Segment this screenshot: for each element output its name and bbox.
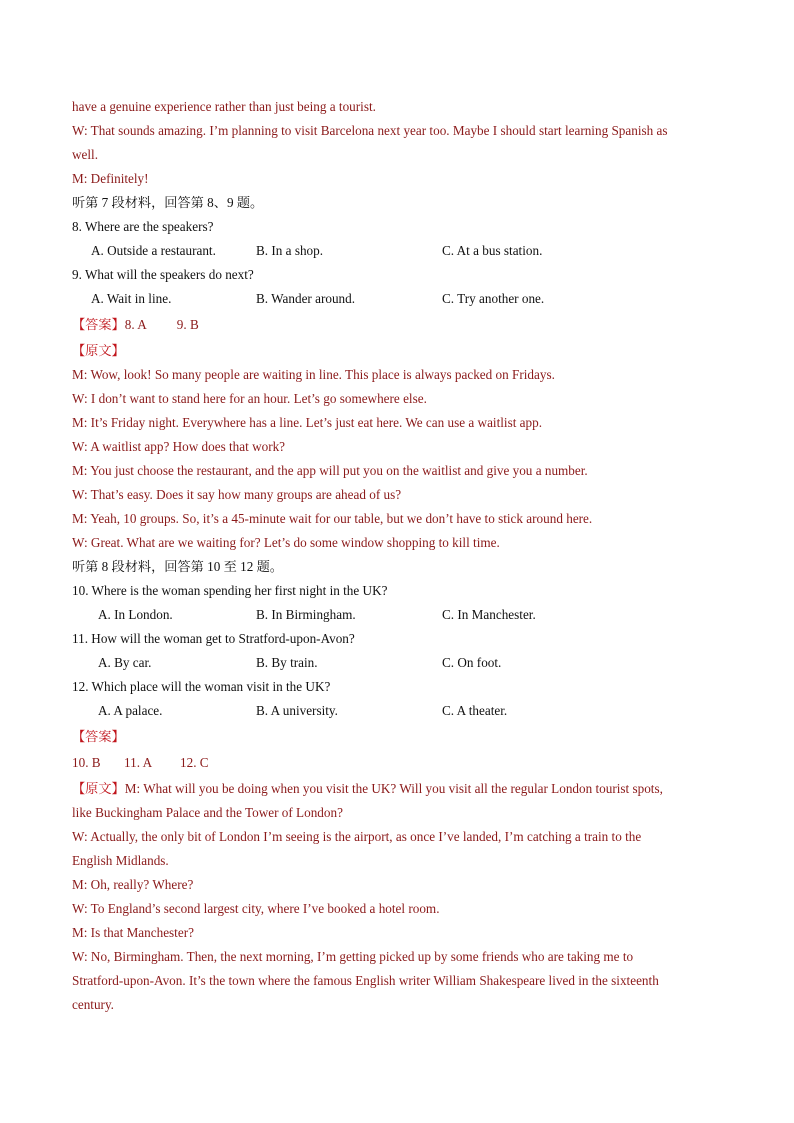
transcript-line: W: No, Birmingham. Then, the next morning, I’m getting picked up by some friends who are taking me to <box>72 949 634 964</box>
answer-value: 11. A <box>124 755 153 770</box>
option-a: A. A palace. <box>98 703 163 718</box>
transcript-line: M: Is that Manchester? <box>72 925 194 940</box>
question-12: 12. Which place will the woman visit in the UK? <box>72 679 331 694</box>
transcript-line: W: That sounds amazing. I’m planning to visit Barcelona next year too. Maybe I should start learning Spanish as <box>72 123 668 138</box>
section-heading: 听第 7 段材料，回答第 8、9 题。 <box>72 195 264 210</box>
transcript-line: century. <box>72 997 114 1012</box>
option-c: C. A theater. <box>442 703 508 718</box>
transcript-line: M: Definitely! <box>72 171 149 186</box>
option-a: A. In London. <box>98 607 173 622</box>
section-heading: 听第 8 段材料，回答第 10 至 12 题。 <box>72 559 283 574</box>
transcript-line: M: It’s Friday night. Everywhere has a line. Let’s just eat here. We can use a waitlist app. <box>72 415 543 430</box>
transcript-line: W: A waitlist app? How does that work? <box>72 439 286 454</box>
transcript-line: W: I don’t want to stand here for an hour. Let’s go somewhere else. <box>72 391 427 406</box>
option-c: C. On foot. <box>442 655 502 670</box>
transcript-label-row <box>72 339 722 363</box>
option-a: A. Outside a restaurant. <box>91 243 216 258</box>
transcript-line: W: Great. What are we waiting for? Let’s do some window shopping to kill time. <box>72 535 500 550</box>
option-b: B. In Birmingham. <box>256 607 356 622</box>
options-row-8 <box>72 239 722 263</box>
transcript-line: like Buckingham Palace and the Tower of London? <box>72 805 343 820</box>
transcript-line: M: Oh, really? Where? <box>72 877 194 892</box>
option-c: C. In Manchester. <box>442 607 536 622</box>
transcript-line: M: Wow, look! So many people are waiting in line. This place is always packed on Fridays. <box>72 367 555 382</box>
answer-value: 12. C <box>180 755 209 770</box>
option-c: C. Try another one. <box>442 291 545 306</box>
option-c: C. At a bus station. <box>442 243 543 258</box>
transcript-line: Stratford-upon-Avon. It’s the town where the famous English writer William Shakespeare lived in the sixteenth <box>72 973 659 988</box>
transcript-first-line <box>72 777 722 801</box>
question-8: 8. Where are the speakers? <box>72 219 214 234</box>
transcript-text: M: What will you be doing when you visit the UK? Will you visit all the regular London tourist spots, <box>124 781 663 796</box>
transcript-line: W: Actually, the only bit of London I’m seeing is the airport, as once I’ve landed, I’m catching a train to the <box>72 829 642 844</box>
transcript-line: have a genuine experience rather than just being a tourist. <box>72 99 376 114</box>
transcript-line: W: To England’s second largest city, where I’ve booked a hotel room. <box>72 901 440 916</box>
transcript-line: well. <box>72 147 99 162</box>
answer-value: 8. A <box>124 317 147 332</box>
option-a: A. Wait in line. <box>91 291 172 306</box>
transcript-label: 【原文】 <box>72 343 125 358</box>
answer-value: 10. B <box>72 755 101 770</box>
answer-label-row <box>72 725 722 749</box>
option-b: B. By train. <box>256 655 318 670</box>
transcript-line: M: You just choose the restaurant, and the app will put you on the waitlist and give you a number. <box>72 463 588 478</box>
options-row-10 <box>72 603 722 627</box>
option-b: B. A university. <box>256 703 338 718</box>
transcript-line: M: Yeah, 10 groups. So, it’s a 45-minute wait for our table, but we don’t have to stick around here. <box>72 511 593 526</box>
answer-label: 【答案】 <box>72 729 125 744</box>
question-9: 9. What will the speakers do next? <box>72 267 254 282</box>
option-b: B. Wander around. <box>256 291 356 306</box>
answer-row <box>72 313 722 337</box>
options-row-12 <box>72 699 722 723</box>
transcript-line: W: That’s easy. Does it say how many groups are ahead of us? <box>72 487 402 502</box>
question-10: 10. Where is the woman spending her first night in the UK? <box>72 583 388 598</box>
options-row-11 <box>72 651 722 675</box>
option-a: A. By car. <box>98 655 152 670</box>
option-b: B. In a shop. <box>256 243 324 258</box>
answer-value: 9. B <box>176 317 199 332</box>
transcript-line: English Midlands. <box>72 853 169 868</box>
question-11: 11. How will the woman get to Stratford-upon-Avon? <box>72 631 355 646</box>
document-page <box>72 95 722 1017</box>
options-row-9 <box>72 287 722 311</box>
answer-label: 【答案】 <box>72 317 125 332</box>
answer-row <box>72 751 722 775</box>
transcript-label: 【原文】 <box>72 781 125 796</box>
